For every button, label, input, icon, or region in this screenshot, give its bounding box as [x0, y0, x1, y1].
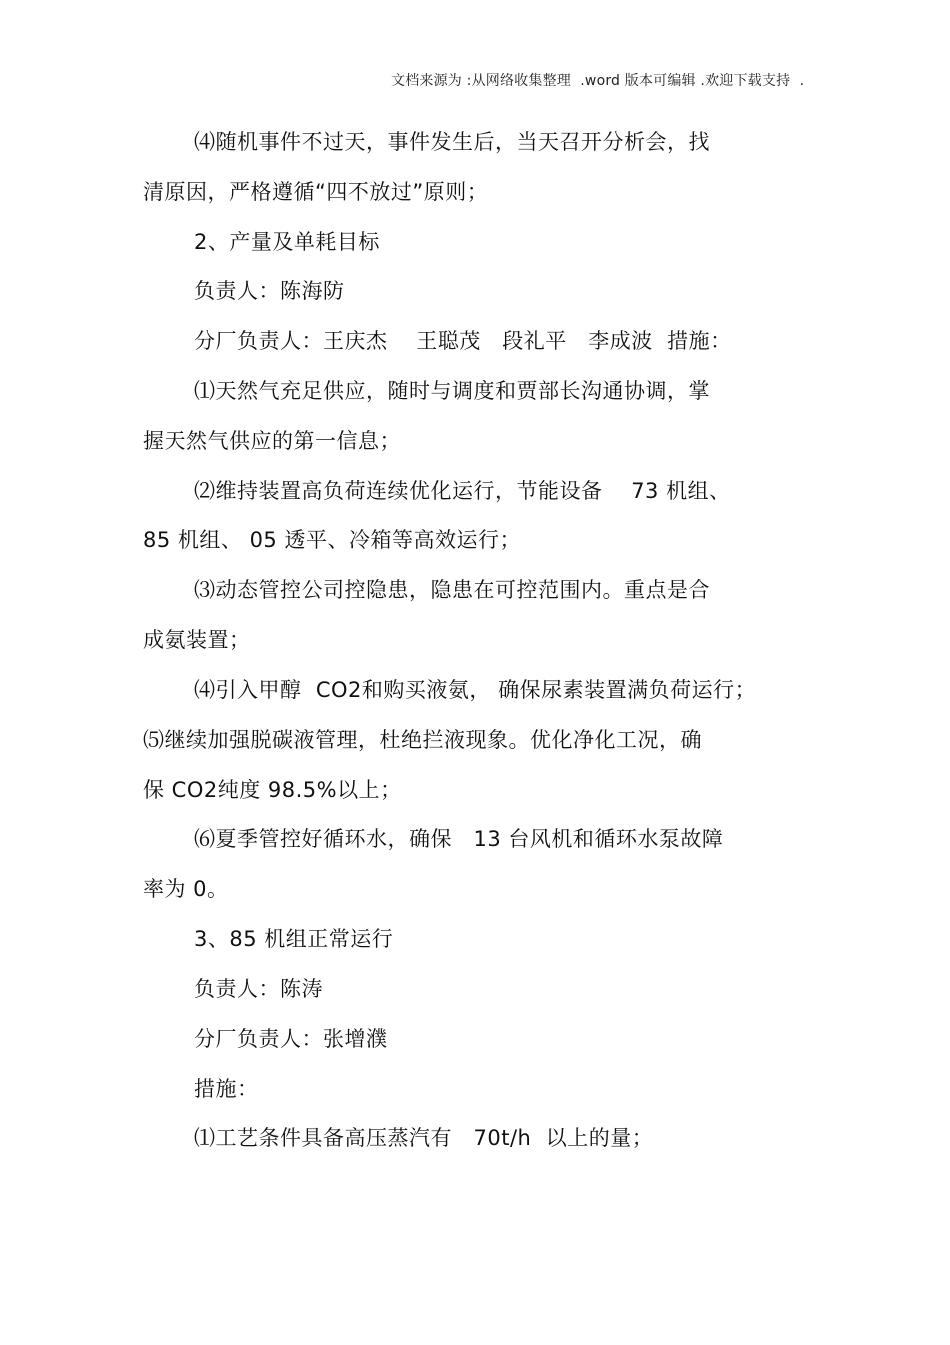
paragraph-line: 清原因，严格遵循“四不放过”原则； [143, 180, 489, 204]
responsible-person: 负责人：陈涛 [194, 977, 323, 1001]
paragraph-line: 85 机组、 05 透平、冷箱等高效运行； [143, 528, 521, 552]
paragraph-line: 保 CO2纯度 98.5%以上； [143, 778, 402, 802]
paragraph-line: ⑷引入甲醇 CO2和购买液氨， 确保尿素装置满负荷运行； [194, 678, 757, 702]
page-header-source-note: 文档来源为 :从网络收集整理 .word 版本可编辑 .欢迎下载支持 . [391, 73, 805, 89]
paragraph-line: 握天然气供应的第一信息； [143, 429, 401, 453]
measures-label: 措施： [194, 1077, 259, 1101]
paragraph-line: ⑷随机事件不过天，事件发生后，当天召开分析会，找 [194, 130, 710, 154]
branch-responsible-persons: 分厂负责人：张增濮 [194, 1027, 388, 1051]
branch-responsible-persons: 分厂负责人：王庆杰 王聪茂 段礼平 李成波 措施： [194, 329, 732, 353]
paragraph-line: ⑶动态管控公司控隐患，隐患在可控范围内。重点是合 [194, 578, 710, 602]
paragraph-line: 成氨装置； [143, 628, 251, 652]
responsible-person: 负责人：陈海防 [194, 279, 345, 303]
section-heading: 3、85 机组正常运行 [194, 927, 394, 951]
paragraph-line: ⑹夏季管控好循环水，确保 13 台风机和循环水泵故障 [194, 827, 724, 851]
section-heading: 2、产量及单耗目标 [194, 230, 380, 254]
paragraph-line: ⑴工艺条件具备高压蒸汽有 70t/h 以上的量； [194, 1126, 654, 1150]
paragraph-line: ⑴天然气充足供应，随时与调度和贾部长沟通协调，掌 [194, 379, 710, 403]
paragraph-line: ⑸继续加强脱碳液管理，杜绝拦液现象。优化净化工况，确 [143, 728, 702, 752]
paragraph-line: 率为 0。 [143, 877, 229, 901]
paragraph-line: ⑵维持装置高负荷连续优化运行，节能设备 73 机组、 [194, 479, 731, 503]
